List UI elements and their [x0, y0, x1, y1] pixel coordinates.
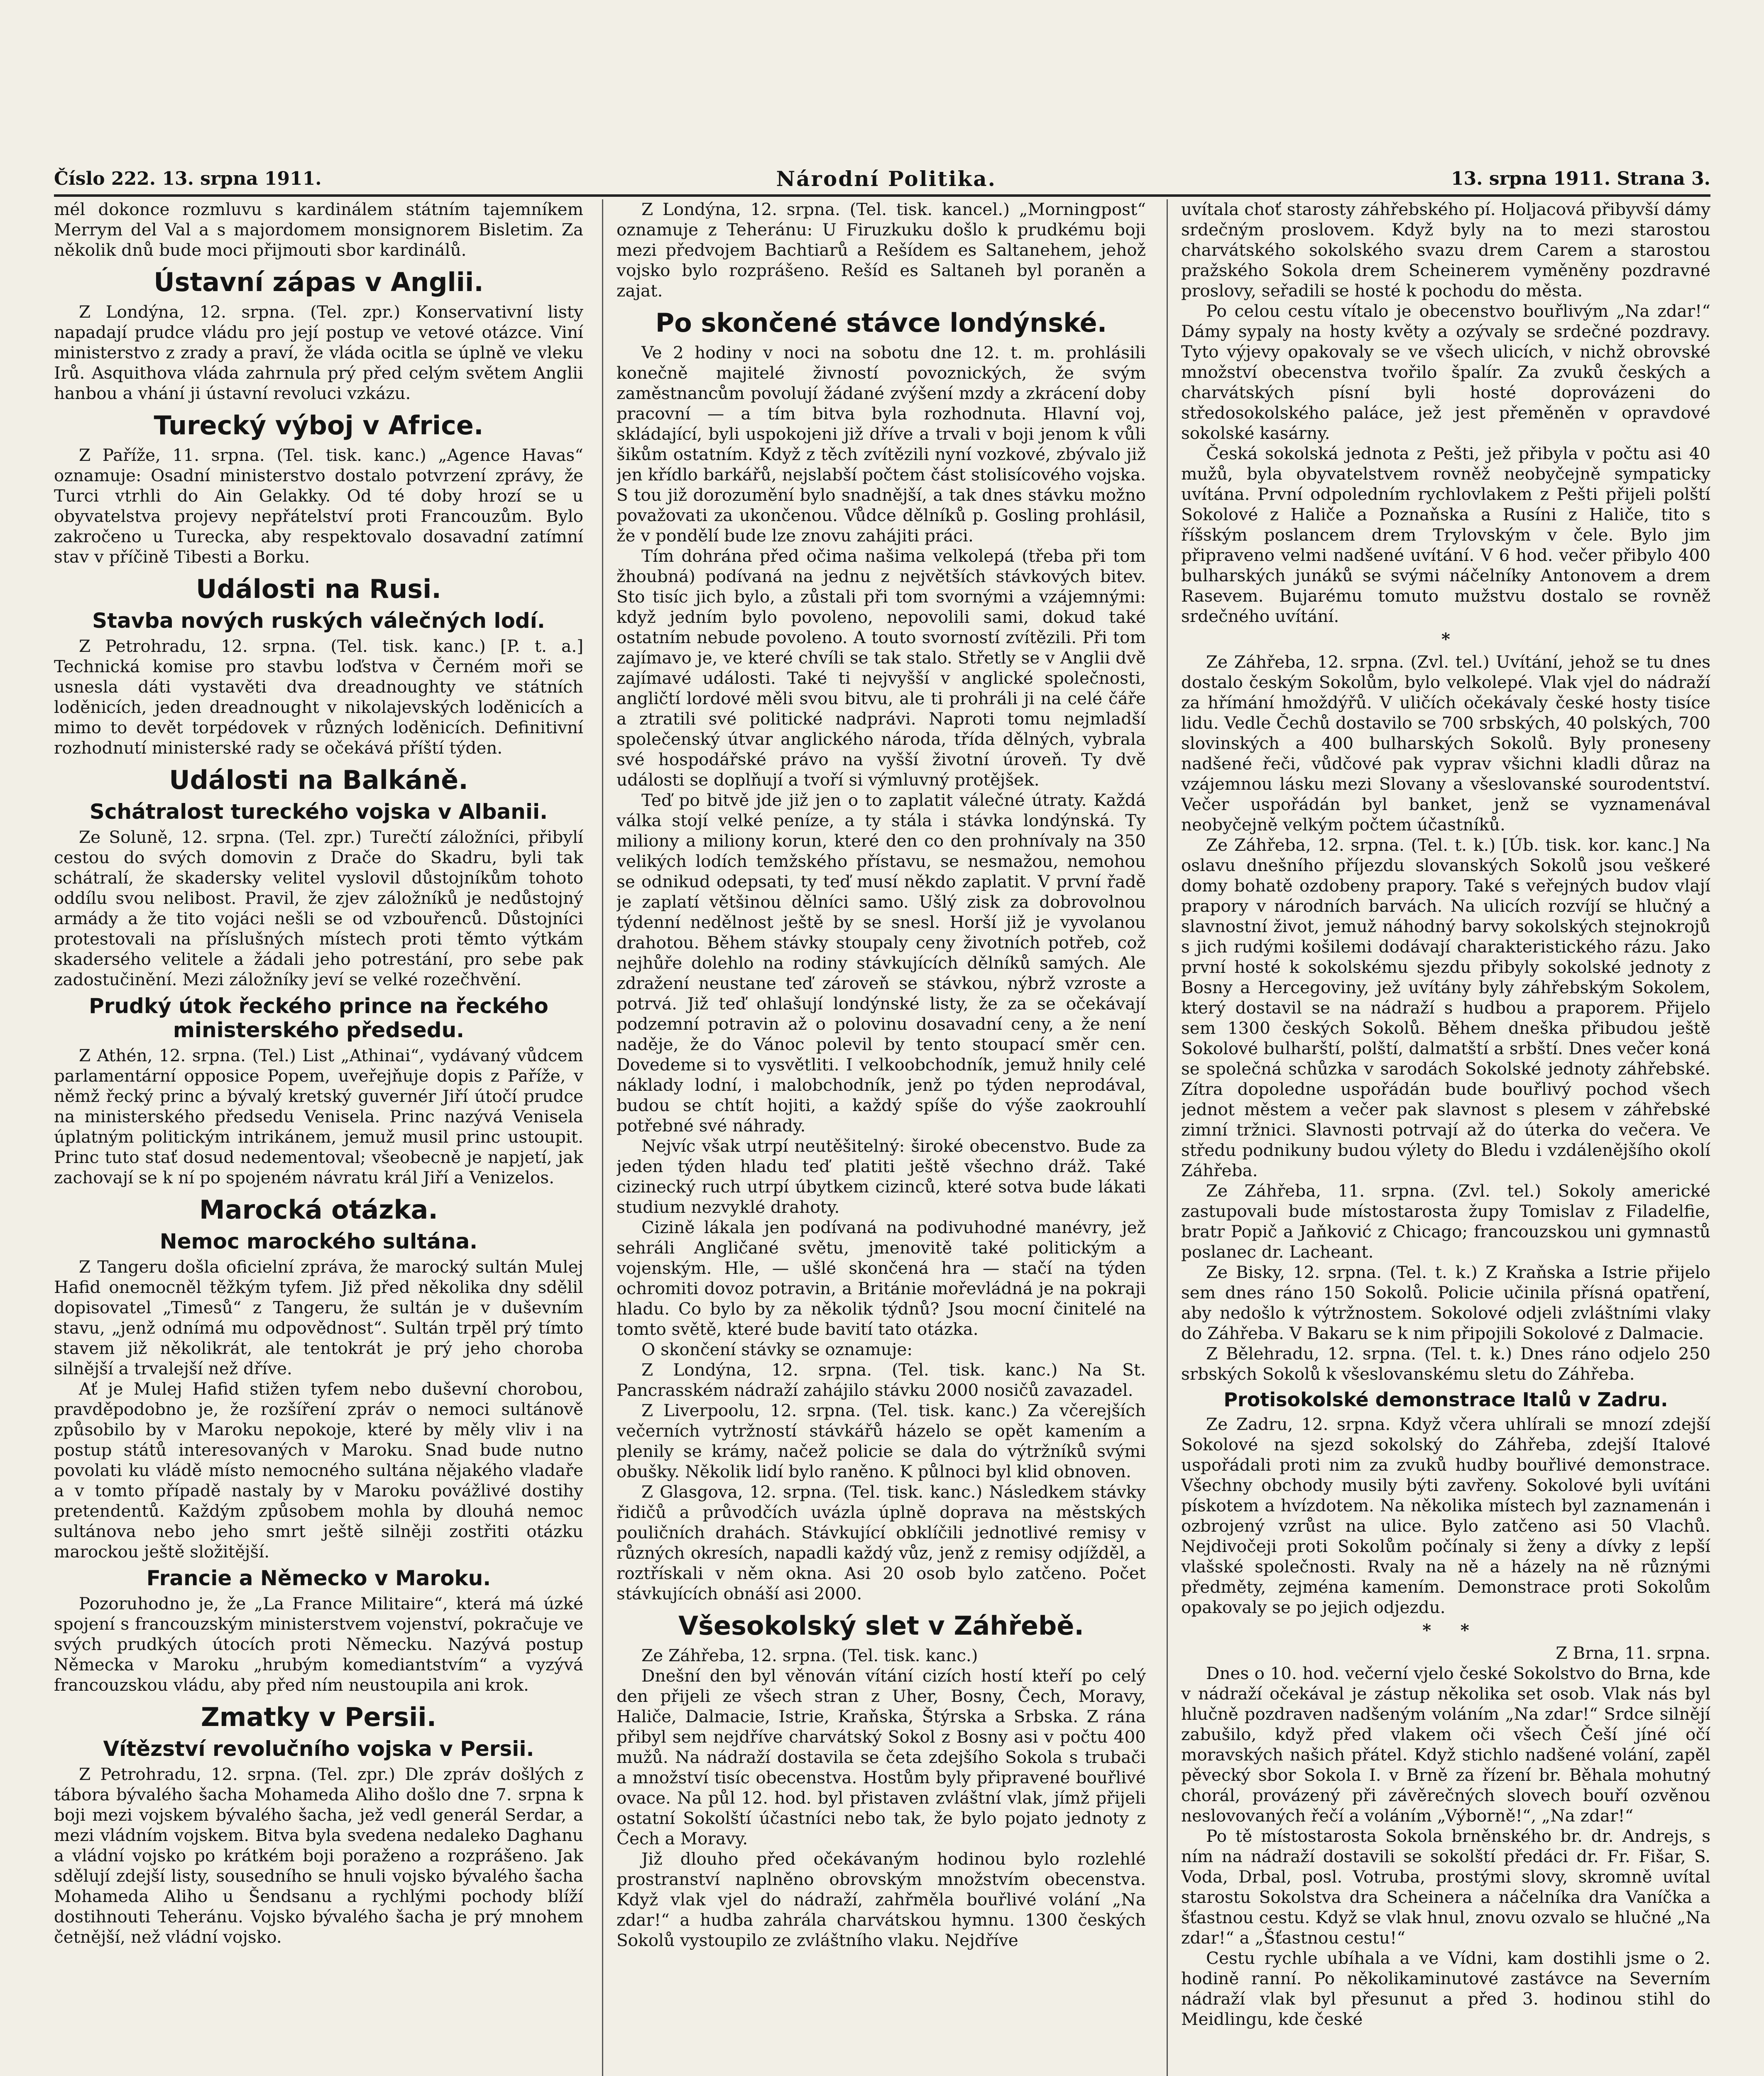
- article-paragraph: Teď po bitvě jde již jen o to zaplatit válečné útraty. Každá válka stojí velké peníze, a ty stála i stávka londýnská. Ty miliony a miliony korun, které den co den prohnívaly na 350 velikých lodích temžského přístavu, se nesmažou, nemohou se odnikud odepsati, ty teď musí někdo zaplatit. V první řadě je zaplatí většinou dělníci samo. Ušlý zisk za dobrovolnou týdenní nedělnost ještě by se snesl. Horší již je vyvolanou drahotou. Během stávky stoupaly ceny životních potřeb, což nejhůře dolehlo na rodiny stávkujících dělníků samých. Ale zdražení neustane teď zároveň se stávkou, nýbrž vzroste a potrvá. Již teď ohlašují londýnské listy, že za se očekávají podzemní potravin až o polovinu dosavadní ceny, a že není naděje, že do Vánoc polevil by tento stoupací směr cen. Dovedeme si to vysvětliti. I velkoobchodník, jemuž hnily celé náklady lodní, i malobchodník, jenž po týden neprodával, budou se chtít hojiti, a každý spíše do výše zaokrouhlí potřebné své náhrady.: [617, 790, 1146, 1136]
- article-paragraph: Ze Záhřeba, 12. srpna. (Tel. t. k.) [Úb. tisk. kor. kanc.] Na oslavu dnešního příjezdu slovanských Sokolů jsou veškeré domy bohatě ozdobeny prapory. Také s veřejných budov vlají prapory v národních barvách. Na ulicích rozvíjí se hlučný a slavnostní život, jemuž náhodný barvy sokolských stejnokrojů s jich rudými košilemi dodávají charakteristického rázu. Jako první hosté k sokolskému sjezdu přibyly sokolské jednoty z Bosny a Hercegoviny, jež uvítány byly záhřebským Sokolem, který dostavil se na nádraží s hudbou a praporem. Přijelo sem 1300 českých Sokolů. Během dneška přibudou ještě Sokolové bulharští, polští, dalmatští a srbští. Dnes večer koná se společná schůzka v sarodách Sokolské jednoty záhřebské. Zítra dopoledne uspořádán bude bouřlivý pochod všech jednot městem a večer pak slavnost s plesem v záhřebské zimní tržnici. Slavnosti potrvají až do úterka do večera. Ve středu podnikuny budou výlety do Bledu i vzdálenějšího okolí Záhřeba.: [1181, 835, 1710, 1180]
- headline-afrika: Turecký výboj v Africe.: [154, 410, 484, 441]
- article-paragraph: Po tě místostarosta Sokola brněnského br. dr. Andrejs, s ním na nádraží dostavili se sokolští předáci dr. Fr. Fišar, S. Voda, Drbal, posl. Votruba, prostými slovy, skromně uvítal starostu Sokolstva dra Scheinera a náčelníka dra Vaníčka a šťastnou cestu. Když se vlak hnul, znovu ozvalo se hlučné „Na zdar!“ a „Šťastnou cestu!“: [1181, 1826, 1710, 1948]
- column-right: [1181, 199, 1710, 2076]
- article-paragraph: Z Londýna, 12. srpna. (Tel. tisk. kanc.) Na St. Pancrasském nádraží zahájilo stávku 2000 nosičů zavazadel.: [617, 1360, 1146, 1400]
- article-paragraph: Z Petrohradu, 12. srpna. (Tel. tisk. kanc.) [P. t. a.] Technická komise pro stavbu loďstva v Černém moři se usnesla dáti vystavěti dva dreadnoughty ve státních loděnicích, jeden dreadnought v nikolajevských loděnicích a mimo to devět torpédovek v různých loděnicích. Definitivní rozhodnutí ministerské rady se očekává příští týden.: [54, 636, 583, 758]
- masthead: [54, 164, 1710, 193]
- article-paragraph: Ze Záhřeba, 11. srpna. (Zvl. tel.) Sokoly americké zastupovali bude místostarosta župy Tomislav z Filadelfie, bratr Popič a Jaňković z Chicago; francouzskou uni gymnastů poslanec dr. Lacheant.: [1181, 1181, 1710, 1262]
- article-paragraph: Nejvíc však utrpí neutěšitelný: široké obecenstvo. Bude za jeden týden hladu teď platiti ještě všechno dráž. Také cizinecký ruch utrpí úbytkem cizinců, které sotva bude lákati studium nezvyklé drahoty.: [617, 1136, 1146, 1217]
- headline-anglie: Ústavní zápas v Anglii.: [154, 267, 484, 297]
- page-number-date: 13. srpna 1911. Strana 3.: [1451, 168, 1710, 189]
- article-paragraph: Ze Záhřeba, 12. srpna. (Tel. tisk. kanc.): [641, 1645, 978, 1665]
- headline-demonstrace: Protisokolské demonstrace Italů v Zadru.: [1223, 1388, 1668, 1411]
- article-paragraph: mél dokonce rozmluvu s kardinálem státním tajemníkem Merrym del Val a s majordomem monsignorem Bisletim. Za několik dnů bude moci přijmouti sbor kardinálů.: [54, 199, 583, 260]
- article-paragraph: Po celou cestu vítalo je obecenstvo bouřlivým „Na zdar!“ Dámy sypaly na hosty květy a ozývaly se srdečné pozdravy. Tyto výjevy opakovaly se ve všech ulicích, v nichž obrovské množství obecenstva tvořilo špalír. Za zvuků českých a charvátských písní byli hosté doprovázeni do středosokolského paláce, jež jest přeměněn v opravdové sokolské kasárny.: [1181, 301, 1710, 443]
- masthead-rule: [54, 194, 1710, 197]
- headline-francie: Francie a Německo v Maroku.: [146, 1566, 491, 1590]
- newspaper-title: Národní Politika.: [776, 166, 997, 191]
- column-left: [54, 199, 583, 2076]
- section-separator: * *: [1422, 1620, 1469, 1640]
- article-paragraph: Z Liverpoolu, 12. srpna. (Tel. tisk. kanc.) Za včerejších večerních vytržností stávkářů házelo se opět kamením a plenily se krámy, načež policie se dala do výtržníků svými obušky. Několik lidí bylo raněno. K půlnoci byl klid obnoven.: [617, 1400, 1146, 1481]
- article-paragraph: Ze Zadru, 12. srpna. Když včera uhlírali se mnozí zdejší Sokolové na sjezd sokolský do Záhřeba, zdejší Italové uspořádali proti nim za zvuků hudby bouřlivé demonstrace. Všechny obchody musily býti zavřeny. Sokolové byli uvítáni pískotem a hvízdotem. Na několika místech byl zaznamenán i ozbrojený vzrůst na ulice. Bylo zatčeno asi 50 Vlachů. Nejdivočeji proti Sokolům počínaly si ženy a dívky z lepší vlašské společnosti. Rvaly na ně a házely na ně různými předměty, zejména kamením. Demonstrace proti Sokolům opakovaly se po jejich odjezdu.: [1181, 1414, 1710, 1617]
- article-paragraph: Z Tangeru došla oficielní zpráva, že marocký sultán Mulej Hafid onemocněl těžkým tyfem. Již před několika dny sdělil dopisovatel „Timesů“ z Tangeru, že sultán je v duševním stavu, „jenž odnímá mu odpovědnost“. Sultán trpěl prý tímto stavem již několikrát, ale tentokrát je prý jeho choroba silnější a trvalejší než dříve.: [54, 1257, 583, 1378]
- article-paragraph: Cestu rychle ubíhala a ve Vídni, kam dostihli jsme o 2. hodině ranní. Po několikaminutové zastávce na Severním nádraží vlak byl přesunut a před 3. hodinou stihl do Meidlingu, kde české: [1181, 1948, 1710, 2029]
- article-paragraph: Ze Soluně, 12. srpna. (Tel. zpr.) Turečtí záložníci, přibylí cestou do svých domovin z Drače do Skadru, byli tak schátralí, že skadersky velitel vyslovil důstojníkům tohoto oddílu svou nelibost. Pravil, že zjev záložníků je nedůstojný armády a že tito vojáci nešli se od vzbouřenců. Důstojníci protestovali na příslušných místech proti těmto výtkám skadersého velitele a žádali jeho potrestání, pro sebe pak zadostučinění. Mezi záložníky jeví se velké rozečhvění.: [54, 827, 583, 989]
- article-paragraph: Z Bělehradu, 12. srpna. (Tel. t. k.) Dnes ráno odjelo 250 srbských Sokolů k všeslovanskému sletu do Záhřeba.: [1181, 1344, 1710, 1384]
- headline-balkan: Události na Balkáně.: [169, 765, 468, 795]
- column-middle: [617, 199, 1146, 2076]
- article-paragraph: Ze Bisky, 12. srpna. (Tel. t. k.) Z Kraňska a Istrie přijelo sem dnes ráno 150 Sokolů. Policie učinila přísná opatření, aby nedošlo k výtržnostem. Sokolové odjeli zvláštními vlaky do Záhřeba. V Bakaru se k nim připojili Sokolové z Dalmacie.: [1181, 1262, 1710, 1343]
- article-paragraph: Ze Záhřeba, 12. srpna. (Zvl. tel.) Uvítání, jehož se tu dnes dostalo českým Sokolům, bylo velkolepé. Vlak vjel do nádraží za hřímání hmoždýřů. V uličích očekávaly české hosty tisíce lidu. Vedle Čechů dostavilo se 700 srbských, 40 polských, 700 slovinských a 400 bulharských Sokolů. Byly proneseny nadšené řeči, vůdčové pak vyprav všichni kladli důraz na vzájemnou lásku mezi Slovany a všeslovanské sourodentství. Večer uspořádán byl banket, jenž se vyznamenával neobyčejně velkým počtem účastníků.: [1181, 652, 1710, 835]
- article-paragraph: Již dlouho před očekávaným hodinou bylo rozlehlé prostranství naplněno obrovským množstvím obecenstva. Když vlak vjel do nádraží, zahřměla bouřlivé volání „Na zdar!“ a hudba zahrála charvátskou hymnu. 1300 českých Sokolů vystoupilo ze zvláštního vlaku. Nejdříve: [617, 1849, 1146, 1950]
- issue-number-date: Číslo 222. 13. srpna 1911.: [54, 168, 322, 189]
- article-paragraph: Ve 2 hodiny v noci na sobotu dne 12. t. m. prohlásili konečně majitelé živností povoznických, že svým zaměstnancům povolují žádané zvýšení mzdy a zkrácení doby pracovní — a tím bitva byla rozhodnuta. Hlavní voj, skládající, byli uspokojeni již dříve a trvali v boji jenom k vůli šikům ostatním. Když z těch zvítězili nyní vozkové, zbývalo již jen křídlo barkářů, nejslabší počtem část stolisícového vojska. S tou již dorozumění bylo snadnější, a tak dnes stávku možno považovati za ukončenou. Vůdce dělníků p. Gosling prohlásil, že v pondělí bude lze znovu zahájiti práci.: [617, 343, 1146, 546]
- article-paragraph: uvítala choť starosty záhřebského pí. Holjacová přibyvší dámy srdečným proslovem. Když byly na to mezi starostou charvátského sokolského svazu drem Carem a starostou pražského Sokola drem Scheinerem vyměněny pozdravné proslovy, seřadili se hosté k pochodu do města.: [1181, 199, 1710, 301]
- article-paragraph: Z Paříže, 11. srpna. (Tel. tisk. kanc.) „Agence Havas“ oznamuje: Osadní ministerstvo dostalo potvrzení zprávy, že Turci vtrhli do Ain Gelakky. Od té doby hrozí se u obyvatelstva projevy nepřátelství proti Francouzům. Bylo zakročeno u Turecka, aby respektovalo dosavadní zatímní stav v příčině Tibesti a Borku.: [54, 445, 583, 567]
- article-paragraph: Ať je Mulej Hafid stižen tyfem nebo duševní chorobou, pravděpodobno je, že rozšíření zpráv o nemoci sultánově způsobilo by v Maroku nepokoje, které by měly vliv i na postup států interesovaných v Maroku. Snad bude nutno povolati ku vládě místo nemocného sultána nějakého vladaře a v tomto případě nastaly by v Maroku povážlivé dostihy pretendentů. Každým způsobem mohla by dlouhá nemoc sultánova nebo jeho smrt ještě silněji zostřiti otázku marockou ještě složitější.: [54, 1379, 583, 1562]
- article-paragraph: Z Glasgova, 12. srpna. (Tel. tisk. kanc.) Následkem stávky řidičů a průvodčích uvázla úplně doprava na městských pouličních drahách. Stávkující obklíčili jednotlivé remisy v různých okresích, napadli každý vůz, jenž z remisy odjížděl, a roztřískali v něm okna. Asi 20 osob bylo zatčeno. Počet stávkujících obnáší asi 2000.: [617, 1482, 1146, 1604]
- headline-persie: Zmatky v Persii.: [201, 1702, 437, 1732]
- headline-rusko: Události na Rusi.: [196, 574, 441, 604]
- subheadline-balkan: Schátralost tureckého vojska v Albanii.: [89, 800, 548, 824]
- article-paragraph: Pozoruhodno je, že „La France Militaire“, která má úzké spojení s francouzským ministerstvem vojenství, pokračuje ve svých prudkých útocích proti Německu. Nazývá postup Německa v Maroku „hrubým komediantstvím“ a vyzývá francouzskou vládu, aby před ním neustoupila ani krok.: [54, 1594, 583, 1695]
- article-paragraph: Z Athén, 12. srpna. (Tel.) List „Athinai“, vydávaný vůdcem parlamentární opposice Popem, uveřejňuje dopis z Paříže, v němž řecký princ a bývalý kretský guvernér Jiří útočí prudce na ministerského předsedu Venisela. Princ nazývá Venisela úplatným politickým intrikánem, jemuž musil princ ustoupit. Princ tuto stať dosud nedementoval; všeobecně je napjetí, jak zachovají se k ní po spojeném návratu král Jiří a Venizelos.: [54, 1045, 583, 1187]
- column-divider: [1167, 199, 1168, 2076]
- headline-maroko: Marocká otázka.: [199, 1195, 438, 1225]
- article-paragraph: Z Londýna, 12. srpna. (Tel. tisk. kancel.) „Morningpost“ oznamuje z Teheránu: U Firuzkuku došlo k prudkému boji mezi předvojem Bachtiarů a Rešídem es Saltanehem, jehož vojsko bylo rozprášeno. Rešíd es Saltaneh byl poraněn a zajat.: [617, 199, 1146, 301]
- article-paragraph: Z Brna, 11. srpna.: [1556, 1643, 1710, 1663]
- article-paragraph: Tím dohrána před očima našima velkolepá (třeba při tom žhoubná) podívaná na jednu z největších stávkových bitev. Sto tisíc jich bylo, a zůstali při tom svornými a vzájemnými: když jedním bylo povoleno, nepovolili sami, dokud také ostatním nebude povoleno. A touto svorností zvítězili. Při tom zajímavo je, ve které chvíli se tak stalo. Střetly se v Anglii dvě zajímavé události. Také ti nejvyšší v anglické společnosti, angličtí lordové měli svou bitvu, ale ti prohráli ji na celé čáře a ztratili své politické nadprávi. Naproti tomu nejmladší společenský útvar anglického národa, třída dělných, vybrala své hospodářské právo na vyšší životní úroveň. Ty dvě události se doplňují a tvoří si výmluvný protějšek.: [617, 546, 1146, 790]
- headline-recko: Prudký útok řeckého prince na řeckého ministerského předsedu.: [89, 994, 548, 1042]
- headline-stavka: Po skončené stávce londýnské.: [655, 308, 1107, 338]
- article-paragraph: Z Londýna, 12. srpna. (Tel. zpr.) Konservativní listy napadají prudce vládu pro její postup ve vetové otázce. Viní ministerstvo z zrady a praví, že vláda ocitla se úplně ve vleku Irů. Asquithova vláda zahrnula prý před celým světem Anglii hanbou a vhání ji ústavní revoluci vzkázu.: [54, 302, 583, 403]
- article-paragraph: Česká sokolská jednota z Pešti, jež přibyla v počtu asi 40 mužů, byla obyvatelstvem rovněž neobyčejně sympaticky uvítána. První odpoledním rychlovlakem z Pešti přijeli polští Sokolové z Haliče a Poznaňska a Rusíni z Haliče, tito s říšským poslancem drem Trylovským v čele. Bylo jim připraveno velmi nadšené uvítání. V 6 hod. večer přibylo 400 bulharských junáků se svými náčelníky Antonovem a drem Rasevem. Bujarému tomuto mužstvu dostalo se rovněž srdečného uvítání.: [1181, 443, 1710, 626]
- subheadline-rusko: Stavba nových ruských válečných lodí.: [92, 609, 545, 633]
- section-separator: *: [1441, 629, 1451, 649]
- article-paragraph: Cizině lákala jen podívaná na podivuhodné manévry, jež sehráli Angličané světu, jmenovitě také politickým a vojenským. Hle, — ušlé skončená hra — stačí na týden ochromiti dovoz potravin, a Británie mořevládná je na pokraji hladu. Co bylo by za několik týdnů? Jsou mocní činitelé na tomto světě, které bude bavití tato otázka.: [617, 1217, 1146, 1339]
- article-paragraph: Dnes o 10. hod. večerní vjelo české Sokolstvo do Brna, kde v nádraží očekával je zástup několika set osob. Vlak nás byl hlučně pozdraven nadšeným voláním „Na zdar!“ Srdce silnějí zabušilo, když před vlakem oči všech Češí jíné očí moravských našich přátel. Když stichlo nadšené volání, zapěl pěvecký sbor Sokola I. v Brně za řízení br. Běhala mohutný chorál, provázený při závěrečných slovech bouří ozvěnou neslovovaných řečí a voláním „Výborně!“, „Na zdar!“: [1181, 1663, 1710, 1826]
- article-paragraph: Dnešní den byl věnován vítání cizích hostí kteří po celý den přijeli ze všech stran z Uher, Bosny, Čech, Moravy, Haliče, Dalmacie, Istrie, Kraňska, Štýrska a Srbska. Z rána přibyl sem nejdříve charvátský Sokol z Bosny asi v počtu 400 mužů. Na nádraží dostavila se četa zdejšího Sokola s trubači a množství tisíc obecenstva. Hostům byly připravené bouřlivé ovace. Na půl 12. hod. byl přistaven zvláštní vlak, jímž přijeli ostatní Sokolští účastníci nebo tak, že bylo pojato jednoty z Čech a Moravy.: [617, 1666, 1146, 1848]
- subheadline-persie: Vítězství revolučního vojska v Persii.: [103, 1737, 534, 1761]
- subheadline-maroko: Nemoc marockého sultána.: [159, 1229, 478, 1253]
- article-paragraph: O skončení stávky se oznamuje:: [641, 1339, 913, 1359]
- column-divider: [602, 199, 603, 2076]
- headline-slet: Všesokolský slet v Záhřebě.: [678, 1611, 1084, 1641]
- article-paragraph: Z Petrohradu, 12. srpna. (Tel. zpr.) Dle zpráv došlých z tábora bývalého šacha Mohameda Aliho došlo dne 7. srpna k boji mezi vojskem bývalého šacha, jež vedl generál Serdar, a mezi vládním vojskem. Bitva byla svedena nedaleko Daghanu a vládní vojsko po krátkém boji poraženo a rozprášeno. Jak sdělují zdejší listy, sousedního se hnuli vojsko bývalého šacha Mohameda Aliho u Šendsanu a rychlými pochody blíží dostihnouti Teheránu. Vojsko bývalého šacha je prý mnohem četnější, než vládní vojsko.: [54, 1764, 583, 1947]
